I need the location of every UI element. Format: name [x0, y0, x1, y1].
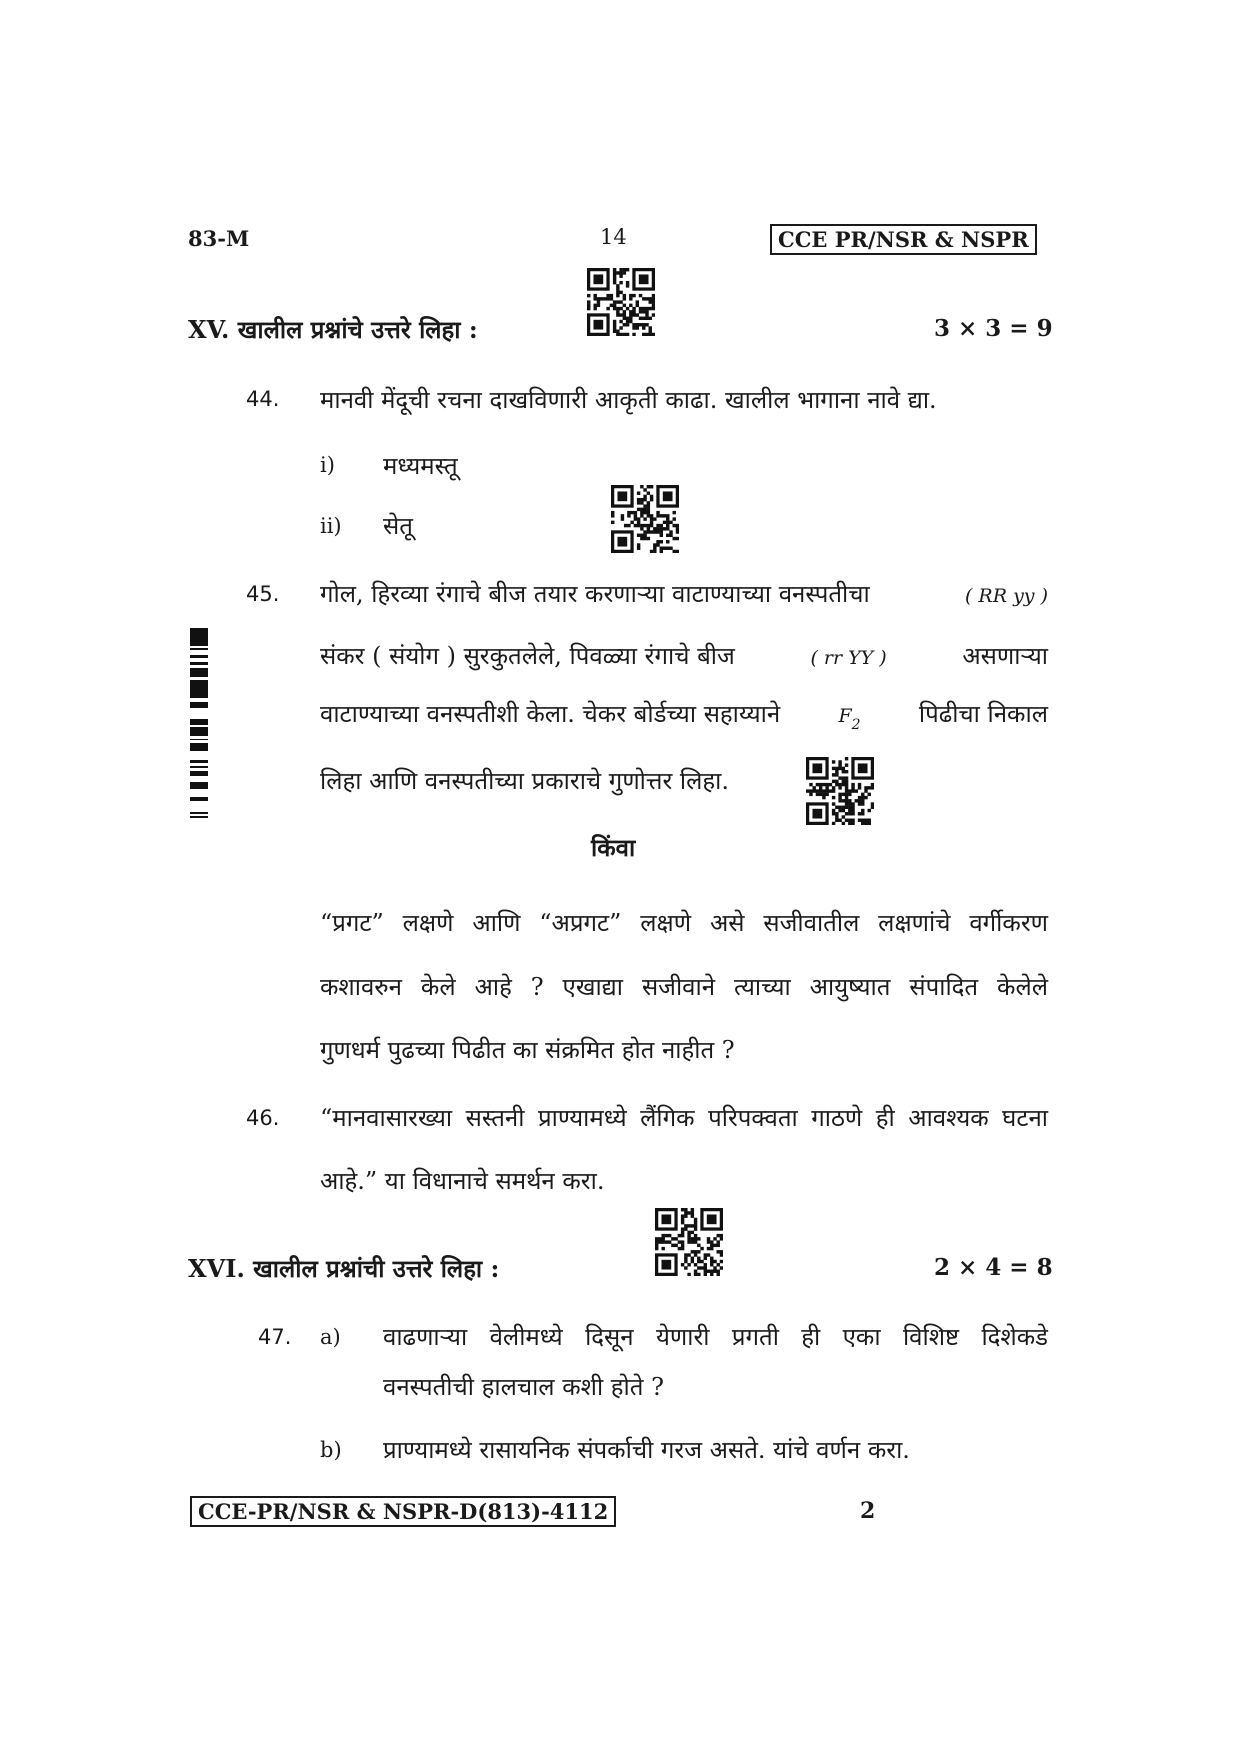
footer-code-box: CCE-PR/NSR & NSPR-D(813)-4112 — [190, 1496, 616, 1527]
alt-question-line: “प्रगट” लक्षणे आणि “अप्रगट” लक्षणे असे सजीवातील लक्षणांचे वर्गीकरण — [320, 909, 1048, 937]
subpart-label: b) — [320, 1438, 342, 1462]
question-text: संकर ( संयोग ) सुरकुतलेले, पिवळ्या रंगाचे बीज — [320, 642, 735, 670]
question-number: 45. — [246, 582, 280, 606]
paper-code: 83-M — [188, 226, 250, 251]
qr-code-icon — [587, 268, 655, 336]
qr-code-icon — [611, 485, 679, 553]
exam-code-box: CCE PR/NSR & NSPR — [770, 224, 1037, 255]
genotype-label: ( rr YY ) — [810, 647, 887, 669]
barcode-icon — [190, 628, 208, 818]
question-line: “मानवासारख्या सस्तनी प्राण्यामध्ये लैंगिक परिपक्वता गाठणे ही आवश्यक घटना — [320, 1104, 1048, 1132]
question-line — [320, 577, 1048, 610]
question-line: वाढणाऱ्या वेलीमध्ये दिसून येणारी प्रगती ही एका विशिष्ट दिशेकडे — [383, 1323, 1048, 1351]
question-number: 46. — [246, 1106, 280, 1130]
question-text: वाटाण्याच्या वनस्पतीशी केला. चेकर बोर्डच्या सहाय्याने — [320, 700, 781, 728]
alt-question-line: गुणधर्म पुढच्या पिढीत का संक्रमित होत नाहीत ? — [320, 1036, 735, 1064]
f-subscript: 2 — [851, 717, 861, 733]
item-text: मध्यमस्तू — [383, 452, 458, 480]
set-number: 2 — [860, 1498, 876, 1524]
question-line — [320, 639, 1048, 672]
question-text: पिढीचा निकाल — [918, 700, 1048, 728]
alt-question-line: कशावरुन केले आहे ? एखाद्या सजीवाने त्याच्या आयुष्यात संपादित केलेले — [320, 973, 1048, 1001]
question-text: लिहा आणि वनस्पतीच्या प्रकाराचे गुणोत्तर लिहा. — [320, 767, 729, 795]
page-number: 14 — [600, 225, 627, 249]
or-label: किंवा — [591, 833, 636, 862]
question-line: वनस्पतीची हालचाल कशी होते ? — [383, 1373, 664, 1401]
section-xv-marks: 3 × 3 = 9 — [934, 315, 1053, 342]
question-line — [320, 697, 1048, 733]
f-letter: F — [838, 705, 852, 727]
section-xvi-marks: 2 × 4 = 8 — [934, 1254, 1053, 1281]
question-number: 44. — [246, 387, 280, 411]
subpart-label: a) — [320, 1325, 341, 1349]
section-xvi-title: XVI. खालील प्रश्नांची उत्तरे लिहा : — [188, 1254, 500, 1283]
question-text: मानवी मेंदूची रचना दाखविणारी आकृती काढा. खालील भागाना नावे द्या. — [320, 386, 937, 414]
section-xv-title: XV. खालील प्रश्नांचे उत्तरे लिहा : — [188, 315, 478, 344]
qr-code-icon — [655, 1208, 723, 1276]
question-text: गोल, हिरव्या रंगाचे बीज तयार करणाऱ्या वाटाण्याच्या वनस्पतीचा — [320, 580, 870, 608]
question-number: 47. — [258, 1325, 292, 1349]
qr-code-icon — [806, 757, 874, 825]
question-line: आहे.” या विधानाचे समर्थन करा. — [320, 1167, 605, 1195]
item-label: i) — [320, 453, 335, 477]
question-line: प्राण्यामध्ये रासायनिक संपर्काची गरज असते. यांचे वर्णन करा. — [383, 1436, 910, 1464]
item-text: सेतू — [383, 512, 413, 540]
f2-symbol — [838, 705, 860, 733]
question-text: असणाऱ्या — [962, 642, 1048, 670]
genotype-label: ( RR yy ) — [964, 585, 1048, 607]
item-label: ii) — [320, 514, 342, 538]
